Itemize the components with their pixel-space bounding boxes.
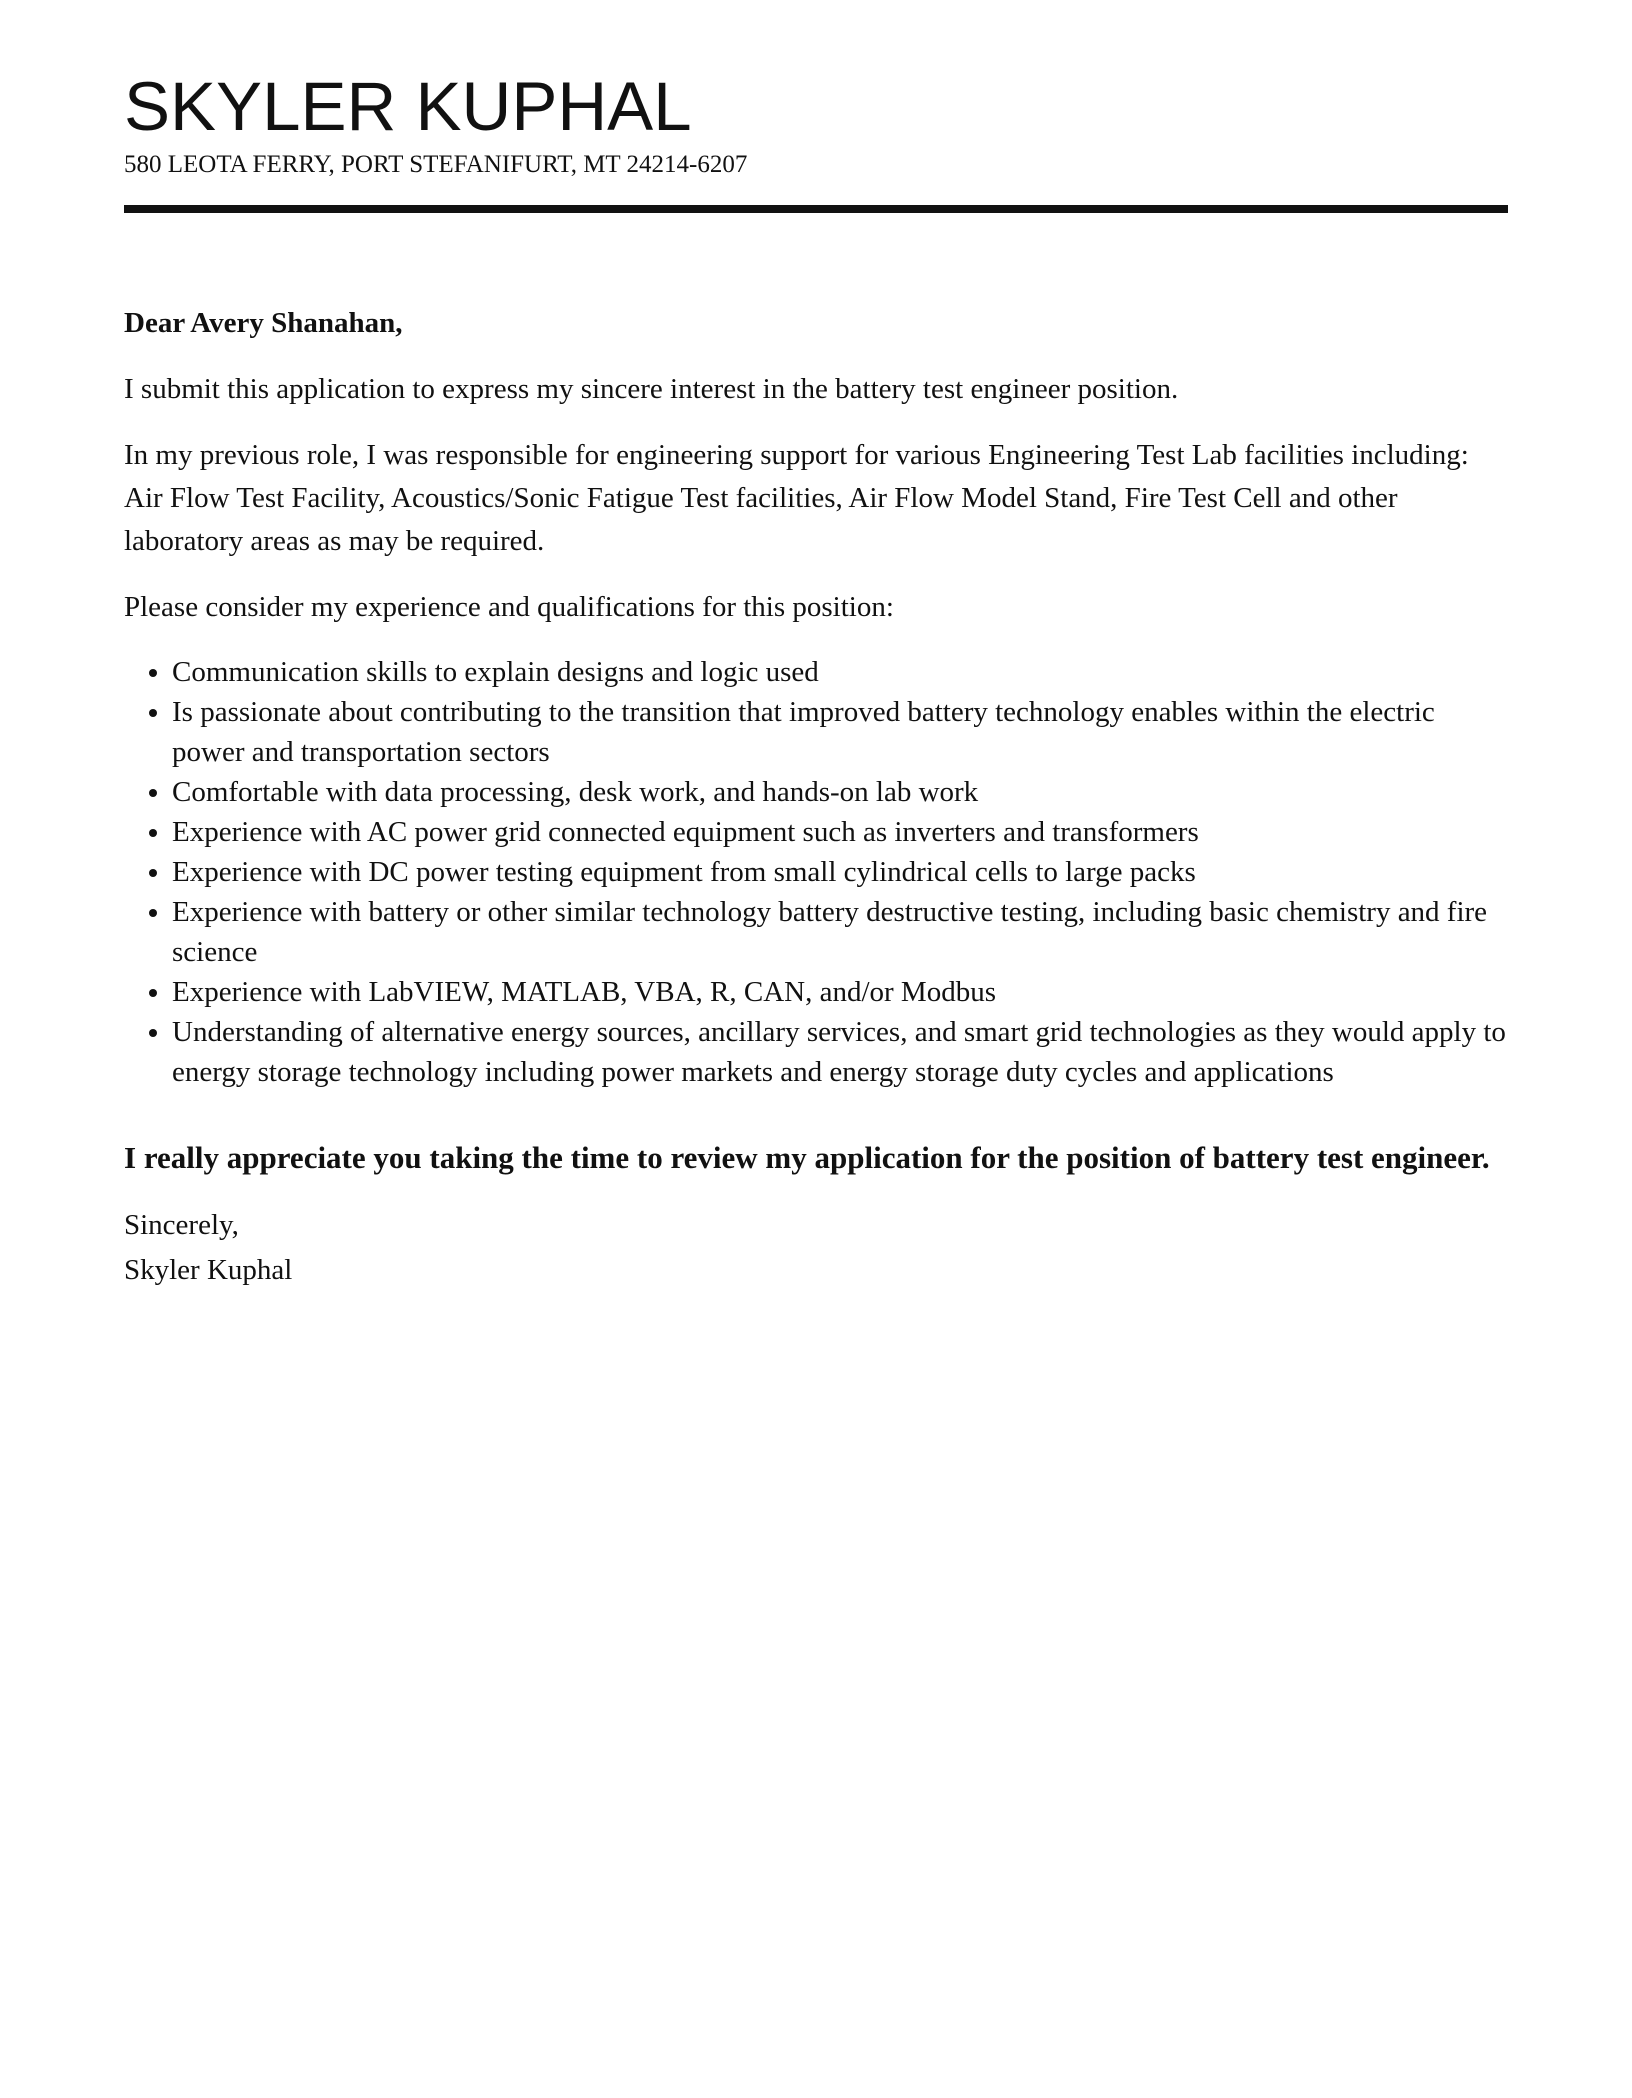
applicant-address: 580 LEOTA FERRY, PORT STEFANIFURT, MT 24214-6207 [124, 151, 748, 178]
header-divider [124, 205, 1508, 213]
letter-body [124, 302, 1508, 1293]
intro-paragraph: I submit this application to express my sincere interest in the battery test engineer position. [124, 373, 1179, 405]
list-item: • Understanding of alternative energy sources, ancillary services, and smart grid technologies as they would apply to energy storage technology including power markets and energy storage duty cycles and applications [172, 1012, 1508, 1092]
list-intro: Please consider my experience and qualifications for this position: [124, 591, 894, 623]
list-item: • Communication skills to explain designs and logic used [172, 652, 1508, 692]
applicant-name: SKYLER KUPHAL [124, 68, 692, 145]
list-item: • Is passionate about contributing to the transition that improved battery technology enables within the electric power and transportation sectors [172, 692, 1508, 772]
salutation: Dear Avery Shanahan, [124, 307, 403, 339]
qualifications-list [124, 652, 1508, 1092]
signature: Skyler Kuphal [124, 1254, 293, 1286]
list-item: • Experience with LabVIEW, MATLAB, VBA, R, CAN, and/or Modbus [172, 972, 1508, 1012]
list-item: • Comfortable with data processing, desk work, and hands-on lab work [172, 772, 1508, 812]
experience-paragraph: In my previous role, I was responsible for engineering support for various Engineering Test Lab facilities including: Air Flow Test Facility, Acoustics/Sonic Fatigue Test facilities, Air Flow Model Stand, Fire Test Cell and other laboratory areas as may be required. [124, 439, 1469, 557]
list-item: • Experience with AC power grid connected equipment such as inverters and transformers [172, 812, 1508, 852]
list-item: • Experience with battery or other similar technology battery destructive testing, including basic chemistry and fire science [172, 892, 1508, 972]
signoff: Sincerely, [124, 1209, 239, 1241]
closing-paragraph: I really appreciate you taking the time to review my application for the position of battery test engineer. [124, 1140, 1490, 1175]
list-item: • Experience with DC power testing equipment from small cylindrical cells to large packs [172, 852, 1508, 892]
